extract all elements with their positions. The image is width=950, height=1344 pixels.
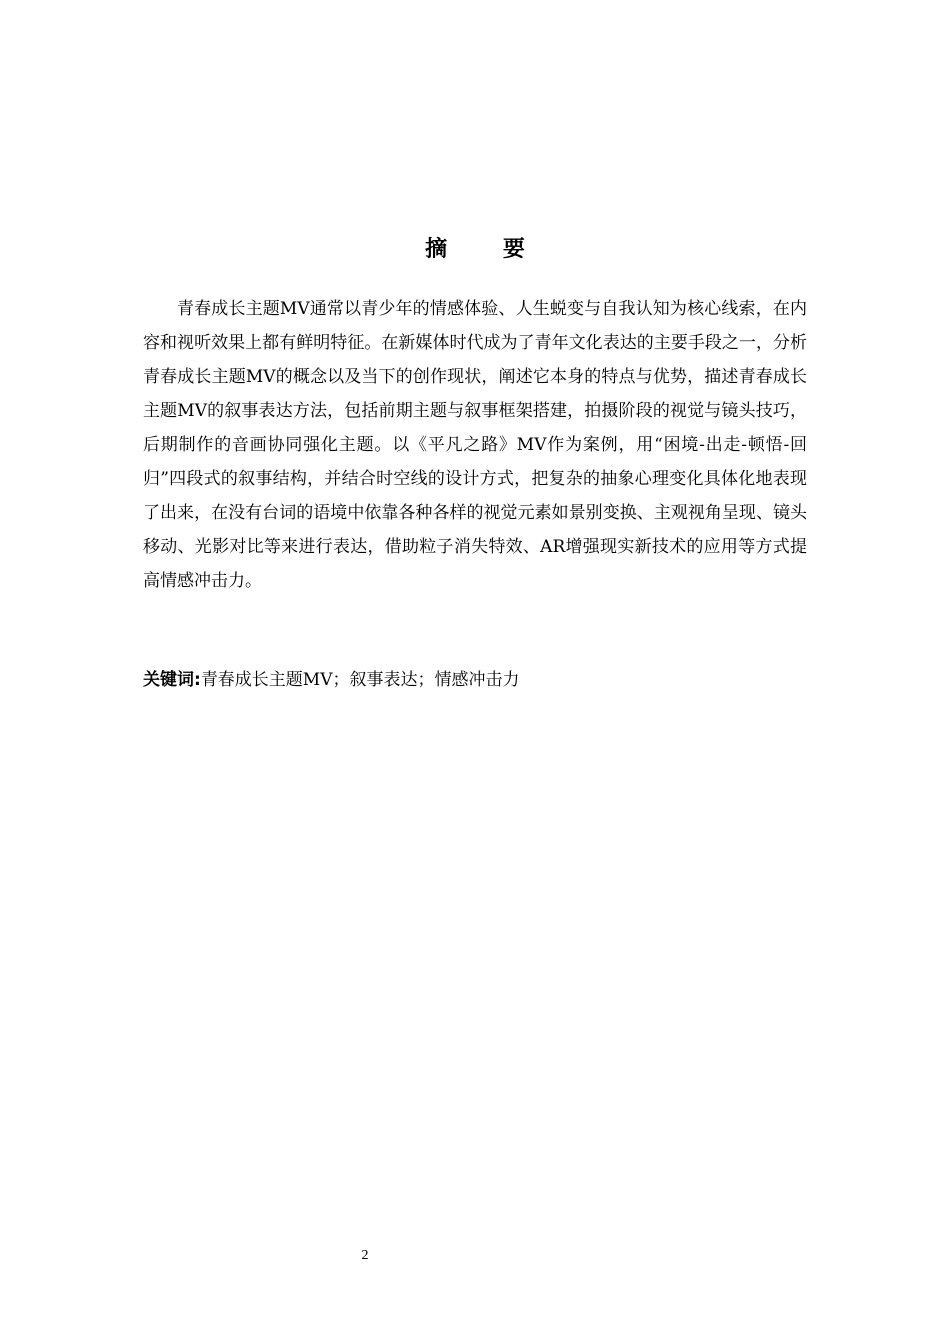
abstract-title: 摘 要 [425,237,549,262]
abstract-body: 青春成长主题MV通常以青少年的情感体验、人生蜕变与自我认知为核心线索，在内容和视听效果上都有鲜明特征。在新媒体时代成为了青年文化表达的主要手段之一，分析青春成长主题MV的概念以及当下的创作现状，阐述它本身的特点与优势，描述青春成长主题MV的叙事表达方法，包括前期主题与叙事框架搭建，拍摄阶段的视觉与镜头技巧，后期制作的音画协同强化主题。以《平凡之路》MV作为案例，用“困境-出走-顿悟-回归”四段式的叙事结构，并结合时空线的设计方式，把复杂的抽象心理变化具体化地表现了出来，在没有台词的语境中依靠各种各样的视觉元素如景别变换、主观视角呈现、镜头移动、光影对比等来进行表达，借助粒子消失特效、AR增强现实新技术的应用等方式提高情感冲击力。 [143,299,807,591]
page-number: 2 [361,1248,369,1263]
keywords-text: 青春成长主题MV；叙事表达；情感冲击力 [200,670,520,690]
keywords-label: 关键词: [143,670,201,690]
keywords-line [143,663,807,697]
